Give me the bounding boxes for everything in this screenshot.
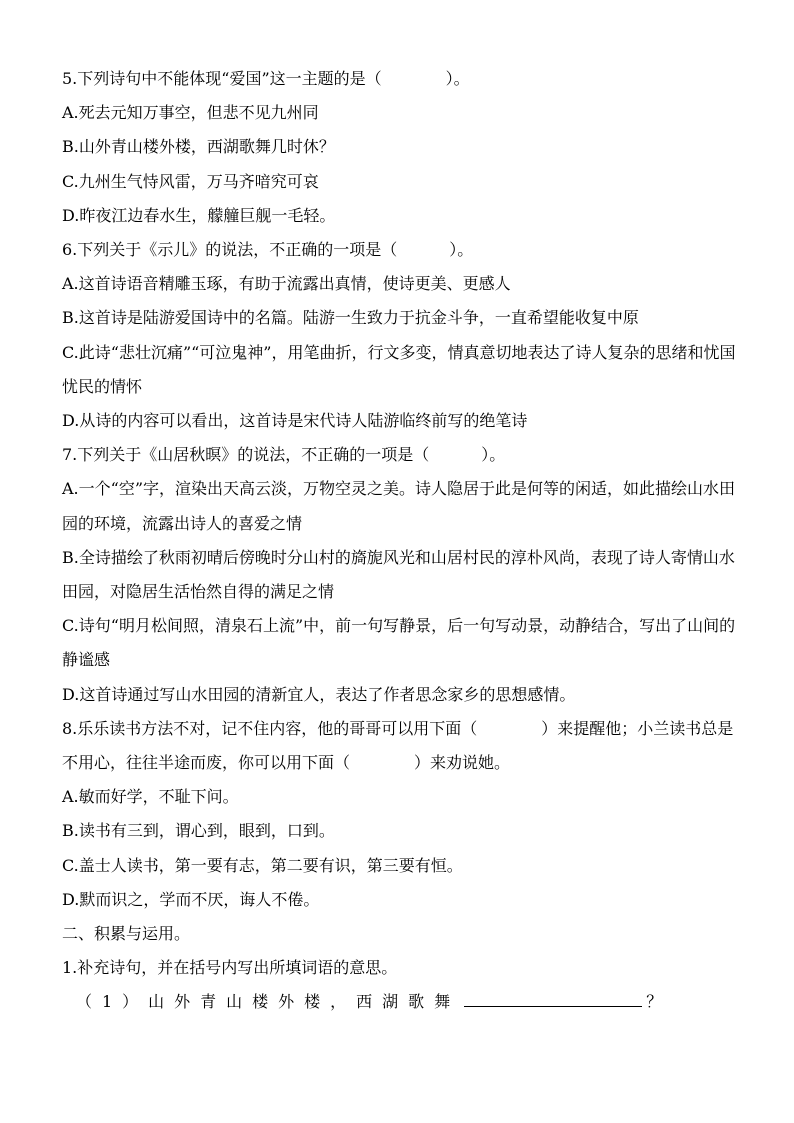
q7-option-d: D.这首诗通过写山水田园的清新宜人，表达了作者思念家乡的思想感情。 [62,684,576,704]
q5-option-a: A.死去元知万事空，但悲不见九州同 [62,103,319,123]
q7-stem [62,438,742,472]
q7-stem-end: ）。 [481,445,506,465]
q6-option-a: A.这首诗语音精雕玉琢，有助于流露出真情，使诗更美、更感人 [62,274,511,294]
q7-option-c: C.诗句“明月松间照，清泉石上流”中，前一句写静景，后一句写动景，动静结合，写出了山间的静谧感 [62,616,736,670]
q5-stem-end: ）。 [445,69,470,88]
q5-option-c: C.九州生气恃风雷，万马齐喑究可哀 [62,171,319,191]
q5-option-d: D.昨夜江边春水生，艨艟巨舰一毛轻。 [62,205,336,225]
q7-option-b: B.全诗描绘了秋雨初晴后傍晚时分山村的旖旎风光和山居村民的淳朴风尚，表现了诗人寄情山水田园，对隐居生活怡然自得的满足之情 [62,547,735,602]
q8-stem-part2: ）来提醒他；小兰读书总是不用心，往往半途而废，你可以用下面（ [62,718,734,773]
worksheet-page [62,62,742,1020]
q6-stem [62,233,742,267]
section2-q1-item1-prefix: （1）山外青山楼外楼，西湖歌舞 [76,992,461,1012]
q7-stem-text: 7.下列关于《山居秋暝》的说法，不正确的一项是（ [62,445,430,465]
q8-option-b: B.读书有三到，谓心到，眼到，口到。 [62,821,335,841]
q8-option-a: A.敏而好学，不耻下问。 [62,787,239,807]
section2-q1-item1-fill-blank[interactable] [464,988,642,1007]
q8-option-c: C.盖士人读书，第一要有志，第二要有识，第三要有恒。 [62,855,463,875]
q6-option-d: D.从诗的内容可以看出，这首诗是宋代诗人陆游临终前写的绝笔诗 [62,411,528,431]
q5-stem-text: 5.下列诗句中不能体现“爱国”这一主题的是（ [62,69,382,88]
q5-option-b: B.山外青山楼外楼，西湖歌舞几时休？ [62,137,335,157]
q6-option-c: C.此诗“悲壮沉痛”“可泣鬼神”，用笔曲折，行文多变，情真意切地表达了诗人复杂的思绪和忧国忧民的情怀 [62,342,736,396]
q5-stem [62,62,742,96]
q8-stem-part1: 8.乐乐读书方法不对，记不住内容，他的哥哥可以用下面（ [62,718,478,738]
q6-stem-text: 6.下列关于《示儿》的说法，不正确的一项是（ [62,240,398,260]
section2-heading: 二、积累与运用。 [62,924,191,944]
section2-q1-item1-suffix: ？ [646,992,673,1012]
q6-option-b: B.这首诗是陆游爱国诗中的名篇。陆游一生致力于抗金斗争，一直希望能收复中原 [62,308,639,328]
q8-stem-part3: ）来劝说她。 [414,753,511,773]
section2-q1-stem: 1.补充诗句，并在括号内写出所填词语的意思。 [62,958,398,978]
q8-option-d: D.默而识之，学而不厌，诲人不倦。 [62,889,320,909]
section2-q1-item1 [62,985,742,1019]
q8-stem [62,712,742,780]
q6-stem-end: ）。 [449,240,474,260]
q7-option-a: A.一个“空”字，渲染出天高云淡，万物空灵之美。诗人隐居于此是何等的闲适，如此描绘山水田园的环境，流露出诗人的喜爱之情 [62,479,736,533]
